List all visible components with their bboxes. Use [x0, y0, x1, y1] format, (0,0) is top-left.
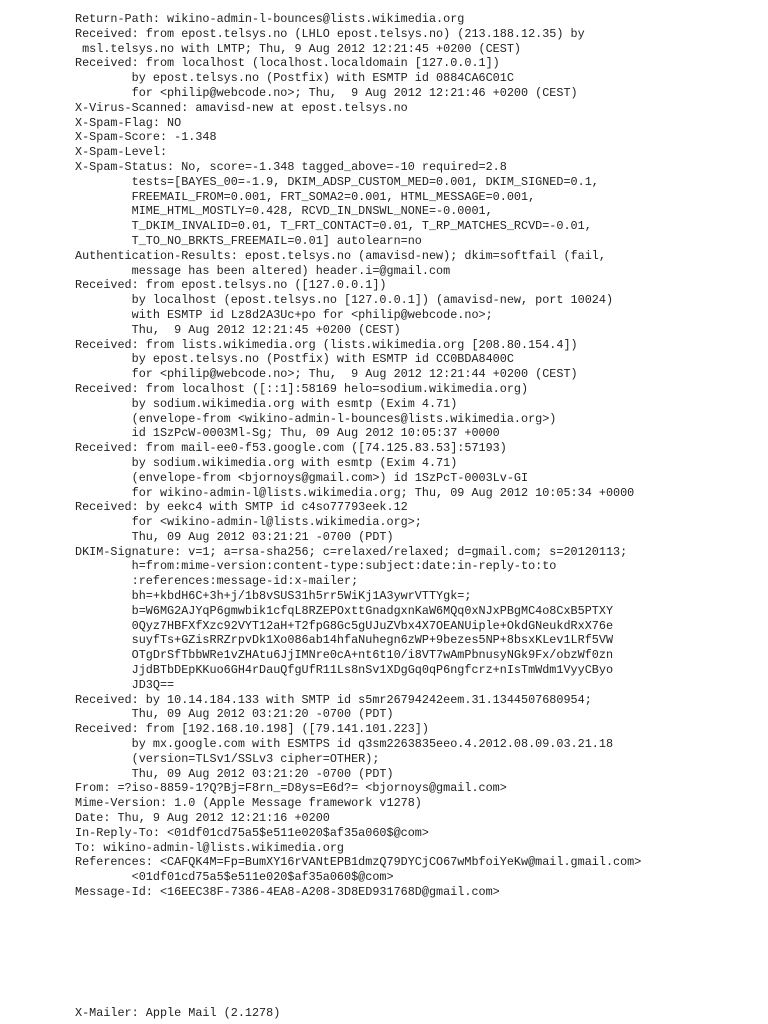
- header-line: Date: Thu, 9 Aug 2012 12:21:16 +0200: [75, 811, 330, 826]
- header-line: h=from:mime-version:content-type:subject:date:in-reply-to:to: [75, 559, 557, 574]
- header-line: b=W6MG2AJYqP6gmwbik1cfqL8RZEPOxttGnadgxnKaW6MQq0xNJxPBgMC4o8CxB5PTXY: [75, 603, 614, 618]
- header-line: Received: by 10.14.184.133 with SMTP id s5mr26794242eem.31.1344507680954;: [75, 692, 592, 707]
- header-line: for <philip@webcode.no>; Thu, 9 Aug 2012 12:21:44 +0200 (CEST): [75, 367, 578, 382]
- header-line: by epost.telsys.no (Postfix) with ESMTP id 0884CA6C01C: [75, 71, 514, 86]
- header-line: X-Virus-Scanned: amavisd-new at epost.telsys.no: [75, 100, 408, 115]
- header-line: message has been altered) header.i=@gmail.com: [75, 263, 451, 278]
- header-line: (envelope-from <bjornoys@gmail.com>) id 1SzPcT-0003Lv-GI: [75, 470, 529, 485]
- header-line: by localhost (epost.telsys.no [127.0.0.1]) (amavisd-new, port 10024): [75, 293, 614, 308]
- header-line: Mime-Version: 1.0 (Apple Message framework v1278): [75, 796, 422, 811]
- header-line: Received: from epost.telsys.no (LHLO epost.telsys.no) (213.188.12.35) by: [75, 26, 585, 41]
- header-line: Message-Id: <16EEC38F-7386-4EA8-A208-3D8ED931768D@gmail.com>: [75, 885, 500, 900]
- header-line: Received: from localhost ([::1]:58169 helo=sodium.wikimedia.org): [75, 381, 529, 396]
- header-line: X-Spam-Flag: NO: [75, 115, 182, 130]
- header-line: Received: from mail-ee0-f53.google.com ([74.125.83.53]:57193): [75, 441, 507, 456]
- header-line: :references:message-id:x-mailer;: [75, 574, 359, 589]
- header-line: (version=TLSv1/SSLv3 cipher=OTHER);: [75, 751, 380, 766]
- header-line: Thu, 09 Aug 2012 03:21:20 -0700 (PDT): [75, 707, 394, 722]
- header-line: Thu, 9 Aug 2012 12:21:45 +0200 (CEST): [75, 322, 401, 337]
- header-line: Thu, 09 Aug 2012 03:21:21 -0700 (PDT): [75, 529, 394, 544]
- header-line: X-Spam-Score: -1.348: [75, 130, 217, 145]
- header-line: References: <CAFQK4M=Fp=BumXY16rVANtEPB1dmzQ79DYCjCO67wMbfoiYeKw@mail.gmail.com>: [75, 855, 642, 870]
- header-line: T_DKIM_INVALID=0.01, T_FRT_CONTACT=0.01, T_RP_MATCHES_RCVD=-0.01,: [75, 219, 592, 234]
- header-line: Received: from epost.telsys.no ([127.0.0.1]): [75, 278, 387, 293]
- header-line: for wikino-admin-l@lists.wikimedia.org; Thu, 09 Aug 2012 10:05:34 +0000: [75, 485, 635, 500]
- header-line: for <wikino-admin-l@lists.wikimedia.org>;: [75, 515, 422, 530]
- header-line: id 1SzPcW-0003Ml-Sg; Thu, 09 Aug 2012 10:05:37 +0000: [75, 426, 500, 441]
- header-line: for <philip@webcode.no>; Thu, 9 Aug 2012 12:21:46 +0200 (CEST): [75, 85, 578, 100]
- header-line: FREEMAIL_FROM=0.001, FRT_SOMA2=0.001, HTML_MESSAGE=0.001,: [75, 189, 536, 204]
- header-line: Received: by eekc4 with SMTP id c4so77793eek.12: [75, 500, 408, 515]
- header-line: Authentication-Results: epost.telsys.no (amavisd-new); dkim=softfail (fail,: [75, 248, 606, 263]
- header-line: Return-Path: wikino-admin-l-bounces@lists.wikimedia.org: [75, 12, 465, 26]
- header-line: 0Qyz7HBFXfXzc92VYT12aH+T2fpG8Gc5gUJuZVbx4X7OEANUiple+OkdGNeukdRxX76e: [75, 618, 614, 633]
- header-line: msl.telsys.no with LMTP; Thu, 9 Aug 2012 12:21:45 +0200 (CEST): [75, 41, 521, 56]
- header-line: with ESMTP id Lz8d2A3Uc+po for <philip@webcode.no>;: [75, 307, 493, 322]
- raw-email-headers: [75, 12, 765, 900]
- header-line: In-Reply-To: <01df01cd75a5$e511e020$af35a060$@com>: [75, 825, 429, 840]
- header-line: by mx.google.com with ESMTPS id q3sm2263835eeo.4.2012.08.09.03.21.18: [75, 737, 614, 752]
- header-line: Received: from lists.wikimedia.org (lists.wikimedia.org [208.80.154.4]): [75, 337, 578, 352]
- header-line: MIME_HTML_MOSTLY=0.428, RCVD_IN_DNSWL_NONE=-0.0001,: [75, 204, 493, 219]
- header-line: by epost.telsys.no (Postfix) with ESMTP id CC0BDA8400C: [75, 352, 514, 367]
- header-line: DKIM-Signature: v=1; a=rsa-sha256; c=relaxed/relaxed; d=gmail.com; s=20120113;: [75, 544, 628, 559]
- header-line: Received: from [192.168.10.198] ([79.141.101.223]): [75, 722, 429, 737]
- header-line: by sodium.wikimedia.org with esmtp (Exim 4.71): [75, 396, 458, 411]
- header-line: Received: from localhost (localhost.localdomain [127.0.0.1]): [75, 56, 500, 71]
- x-mailer-header-line: X-Mailer: Apple Mail (2.1278): [75, 1006, 281, 1020]
- header-line: by sodium.wikimedia.org with esmtp (Exim 4.71): [75, 455, 458, 470]
- header-line: T_TO_NO_BRKTS_FREEMAIL=0.01] autolearn=no: [75, 233, 422, 248]
- header-line: From: =?iso-8859-1?Q?Bj=F8rn_=D8ys=E6d?= <bjornoys@gmail.com>: [75, 781, 507, 796]
- header-line: Thu, 09 Aug 2012 03:21:20 -0700 (PDT): [75, 766, 394, 781]
- header-line: <01df01cd75a5$e511e020$af35a060$@com>: [75, 870, 394, 885]
- header-line: bh=+kbdH6C+3h+j/1b8vSUS31h5rr5WiKj1A3ywrVTTYgk=;: [75, 589, 472, 604]
- header-line: suyfTs+GZisRRZrpvDk1Xo086ab14hfaNuhegn6zWP+9bezes5NP+8bsxKLev1LRf5VW: [75, 633, 614, 648]
- header-line: JD3Q==: [75, 677, 175, 692]
- header-line: OTgDrSfTbbWRe1vZHAtu6JjIMNre0cA+nt6t10/i8VT7wAmPbnusyNGk9Fx/obzWf0zn: [75, 648, 614, 663]
- header-line: tests=[BAYES_00=-1.9, DKIM_ADSP_CUSTOM_MED=0.001, DKIM_SIGNED=0.1,: [75, 174, 599, 189]
- header-line: X-Spam-Level:: [75, 145, 168, 160]
- header-line: JjdBTbDEpKKuo6GH4rDauQfgUfR11Ls8nSv1XDgGq0qP6ngfcrz+nIsTmWdm1VyyCByo: [75, 663, 614, 678]
- header-line: To: wikino-admin-l@lists.wikimedia.org: [75, 840, 345, 855]
- header-line: (envelope-from <wikino-admin-l-bounces@lists.wikimedia.org>): [75, 411, 557, 426]
- header-line: X-Spam-Status: No, score=-1.348 tagged_above=-10 required=2.8: [75, 159, 507, 174]
